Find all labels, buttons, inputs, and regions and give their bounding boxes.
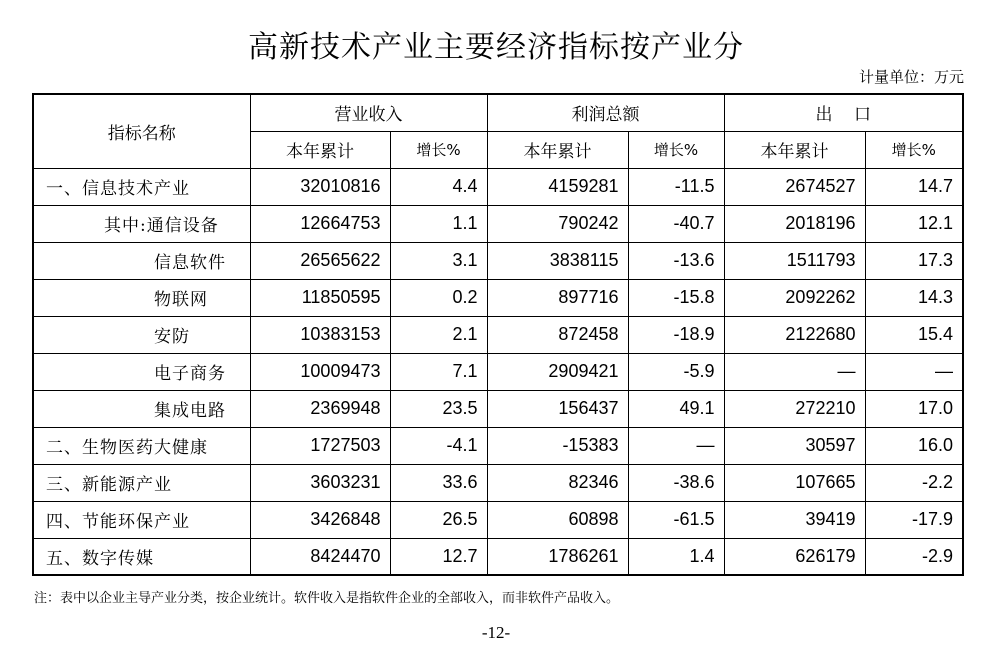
indicator-name-cell: 其中:通信设备	[33, 205, 250, 242]
profit-ytd-cell: 60898	[487, 501, 628, 538]
export-growth-cell: 17.0	[865, 390, 963, 427]
export-growth-cell: 15.4	[865, 316, 963, 353]
export-growth-cell: -17.9	[865, 501, 963, 538]
profit-ytd-cell: 2909421	[487, 353, 628, 390]
export-ytd-cell: 1511793	[724, 242, 865, 279]
export-growth-cell: 14.3	[865, 279, 963, 316]
indicator-name-cell: 电子商务	[33, 353, 250, 390]
revenue-ytd-cell: 26565622	[250, 242, 390, 279]
revenue-ytd-cell: 8424470	[250, 538, 390, 575]
page-title: 高新技术产业主要经济指标按产业分	[248, 30, 744, 65]
revenue-ytd-cell: 32010816	[250, 168, 390, 205]
export-growth-cell: 17.3	[865, 242, 963, 279]
table-row	[33, 464, 963, 501]
profit-ytd-cell: 872458	[487, 316, 628, 353]
profit-growth-cell: 49.1	[628, 390, 724, 427]
profit-growth-cell: -13.6	[628, 242, 724, 279]
revenue-ytd-cell: 11850595	[250, 279, 390, 316]
profit-growth-cell: -15.8	[628, 279, 724, 316]
header-export-ytd: 本年累计	[724, 131, 865, 168]
export-growth-cell: -2.2	[865, 464, 963, 501]
export-ytd-cell: 107665	[724, 464, 865, 501]
indicator-name-cell: 三、新能源产业	[33, 464, 250, 501]
footnote: 注：表中以企业主导产业分类，按企业统计。软件收入是指软件企业的全部收入，而非软件产品收入。	[34, 591, 620, 606]
revenue-ytd-cell: 2369948	[250, 390, 390, 427]
revenue-ytd-cell: 3426848	[250, 501, 390, 538]
export-growth-cell: 12.1	[865, 205, 963, 242]
table-row	[33, 242, 963, 279]
export-ytd-cell: 39419	[724, 501, 865, 538]
unit-label: 计量单位：万元	[858, 68, 964, 86]
revenue-growth-cell: 7.1	[390, 353, 487, 390]
table-row	[33, 279, 963, 316]
revenue-ytd-cell: 10009473	[250, 353, 390, 390]
header-export-growth: 增长%	[865, 131, 963, 168]
page-number: -12-	[481, 623, 511, 642]
profit-growth-cell: -11.5	[628, 168, 724, 205]
indicator-name-cell: 安防	[33, 316, 250, 353]
revenue-growth-cell: 12.7	[390, 538, 487, 575]
header-export: 出 口	[724, 94, 963, 131]
header-indicator-name: 指标名称	[33, 94, 250, 168]
revenue-growth-cell: 1.1	[390, 205, 487, 242]
header-profit: 利润总额	[487, 94, 724, 131]
indicator-name-cell: 信息软件	[33, 242, 250, 279]
indicator-name-cell: 五、数字传媒	[33, 538, 250, 575]
profit-ytd-cell: 156437	[487, 390, 628, 427]
profit-ytd-cell: 3838115	[487, 242, 628, 279]
indicators-table	[32, 93, 964, 576]
profit-growth-cell: -38.6	[628, 464, 724, 501]
revenue-growth-cell: 26.5	[390, 501, 487, 538]
profit-growth-cell: -18.9	[628, 316, 724, 353]
header-revenue-growth: 增长%	[390, 131, 487, 168]
revenue-growth-cell: 2.1	[390, 316, 487, 353]
table-row	[33, 205, 963, 242]
export-ytd-cell: —	[724, 353, 865, 390]
table-row	[33, 501, 963, 538]
export-growth-cell: -2.9	[865, 538, 963, 575]
profit-growth-cell: —	[628, 427, 724, 464]
profit-ytd-cell: 897716	[487, 279, 628, 316]
revenue-growth-cell: 23.5	[390, 390, 487, 427]
revenue-ytd-cell: 10383153	[250, 316, 390, 353]
header-profit-growth: 增长%	[628, 131, 724, 168]
profit-ytd-cell: 1786261	[487, 538, 628, 575]
profit-ytd-cell: -15383	[487, 427, 628, 464]
header-revenue: 营业收入	[250, 94, 487, 131]
profit-growth-cell: -61.5	[628, 501, 724, 538]
indicator-name-cell: 一、信息技术产业	[33, 168, 250, 205]
table-row	[33, 316, 963, 353]
table-row	[33, 390, 963, 427]
export-ytd-cell: 2092262	[724, 279, 865, 316]
revenue-ytd-cell: 1727503	[250, 427, 390, 464]
export-growth-cell: 16.0	[865, 427, 963, 464]
export-ytd-cell: 626179	[724, 538, 865, 575]
indicator-name-cell: 集成电路	[33, 390, 250, 427]
header-profit-ytd: 本年累计	[487, 131, 628, 168]
table-row	[33, 427, 963, 464]
profit-growth-cell: -40.7	[628, 205, 724, 242]
export-ytd-cell: 2122680	[724, 316, 865, 353]
export-ytd-cell: 272210	[724, 390, 865, 427]
table-row	[33, 353, 963, 390]
profit-growth-cell: -5.9	[628, 353, 724, 390]
profit-ytd-cell: 4159281	[487, 168, 628, 205]
revenue-growth-cell: 4.4	[390, 168, 487, 205]
indicator-name-cell: 二、生物医药大健康	[33, 427, 250, 464]
profit-ytd-cell: 790242	[487, 205, 628, 242]
revenue-ytd-cell: 12664753	[250, 205, 390, 242]
revenue-growth-cell: 0.2	[390, 279, 487, 316]
export-ytd-cell: 2674527	[724, 168, 865, 205]
export-ytd-cell: 30597	[724, 427, 865, 464]
revenue-ytd-cell: 3603231	[250, 464, 390, 501]
profit-growth-cell: 1.4	[628, 538, 724, 575]
revenue-growth-cell: -4.1	[390, 427, 487, 464]
table-row	[33, 168, 963, 205]
export-ytd-cell: 2018196	[724, 205, 865, 242]
revenue-growth-cell: 33.6	[390, 464, 487, 501]
export-growth-cell: 14.7	[865, 168, 963, 205]
header-revenue-ytd: 本年累计	[250, 131, 390, 168]
indicator-name-cell: 物联网	[33, 279, 250, 316]
table-row	[33, 538, 963, 575]
revenue-growth-cell: 3.1	[390, 242, 487, 279]
indicator-name-cell: 四、节能环保产业	[33, 501, 250, 538]
profit-ytd-cell: 82346	[487, 464, 628, 501]
export-growth-cell: —	[865, 353, 963, 390]
